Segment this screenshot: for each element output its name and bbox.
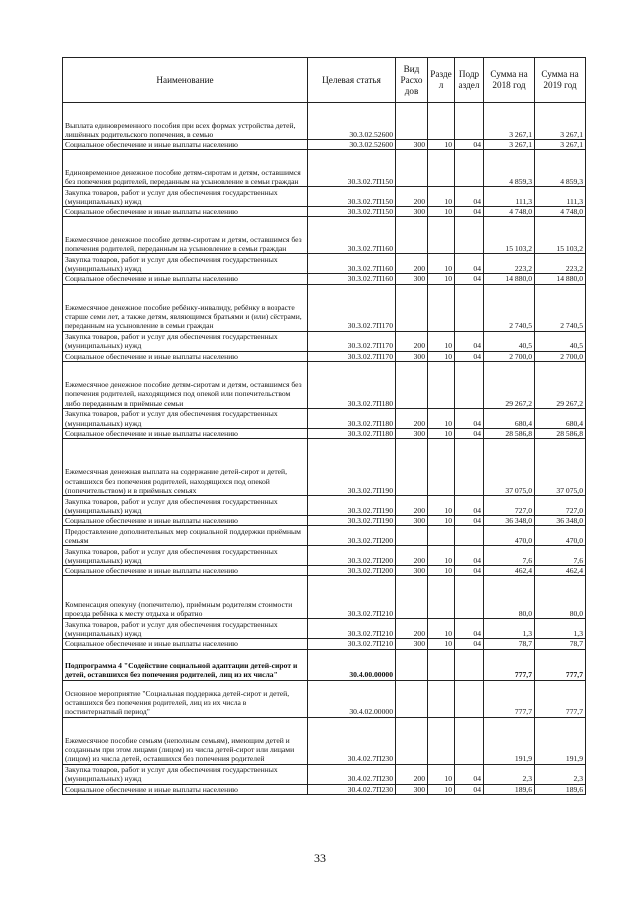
cell-target: 30.3.02.7П160 xyxy=(308,254,396,274)
cell-expense-type: 300 xyxy=(396,428,428,438)
cell-name: Единовременное денежное пособие детям-сиротам и детям, оставшимся без попечения родителей, переданным на усыновление в семьи граждан xyxy=(63,150,308,187)
budget-table xyxy=(62,57,586,795)
cell-name: Закупка товаров, работ и услуг для обеспечения государственных (муниципальных) нужд xyxy=(63,408,308,428)
cell-expense-type: 200 xyxy=(396,619,428,639)
cell-target: 30.4.00.00000 xyxy=(308,649,396,680)
cell-sum-2018: 14 880,0 xyxy=(484,274,535,284)
cell-subsection xyxy=(455,526,484,546)
cell-section: 10 xyxy=(428,207,455,217)
table-row xyxy=(63,103,586,140)
cell-expense-type: 300 xyxy=(396,140,428,150)
cell-subsection: 04 xyxy=(455,764,484,784)
cell-section: 10 xyxy=(428,254,455,274)
cell-sum-2019: 470,0 xyxy=(535,526,586,546)
cell-sum-2019: 191,9 xyxy=(535,717,586,764)
cell-target: 30.3.02.7П180 xyxy=(308,428,396,438)
cell-target: 30.3.02.7П210 xyxy=(308,619,396,639)
cell-expense-type: 200 xyxy=(396,254,428,274)
cell-section: 10 xyxy=(428,408,455,428)
cell-subsection: 04 xyxy=(455,408,484,428)
cell-sum-2018: 2 700,0 xyxy=(484,351,535,361)
cell-section: 10 xyxy=(428,496,455,516)
cell-target: 30.3.02.7П180 xyxy=(308,408,396,428)
cell-name: Социальное обеспечение и иные выплаты населению xyxy=(63,784,308,794)
cell-sum-2019: 3 267,1 xyxy=(535,103,586,140)
cell-sum-2019: 1,3 xyxy=(535,619,586,639)
cell-target: 30.3.02.52600 xyxy=(308,140,396,150)
cell-sum-2019: 680,4 xyxy=(535,408,586,428)
cell-section: 10 xyxy=(428,428,455,438)
cell-name: Ежемесячное денежное пособие детям-сиротам и детям, оставшимся без попечения родителей, переданным на усыновление в семьи граждан xyxy=(63,217,308,254)
cell-name: Ежемесячное пособие семьям (неполным семьям), имеющим детей и созданным при этом лицами (лицом) из числа детей-сирот или лицами (лицом) из числа детей, оставшихся без попечения родителей xyxy=(63,717,308,764)
cell-expense-type: 200 xyxy=(396,764,428,784)
cell-target: 30.3.02.7П200 xyxy=(308,546,396,566)
cell-section: 10 xyxy=(428,274,455,284)
cell-subsection: 04 xyxy=(455,639,484,649)
table-row xyxy=(63,649,586,680)
table-row xyxy=(63,680,586,717)
cell-target: 30.3.02.7П160 xyxy=(308,217,396,254)
cell-subsection xyxy=(455,103,484,140)
cell-subsection: 04 xyxy=(455,254,484,274)
cell-sum-2018: 680,4 xyxy=(484,408,535,428)
cell-expense-type xyxy=(396,649,428,680)
cell-target: 30.3.02.7П200 xyxy=(308,526,396,546)
cell-subsection: 04 xyxy=(455,516,484,526)
cell-subsection: 04 xyxy=(455,566,484,576)
header-section: Разде л xyxy=(428,58,455,103)
cell-sum-2019: 2,3 xyxy=(535,764,586,784)
cell-target: 30.4.02.7П230 xyxy=(308,764,396,784)
cell-name: Социальное обеспечение и иные выплаты населению xyxy=(63,516,308,526)
cell-expense-type: 300 xyxy=(396,351,428,361)
cell-section: 10 xyxy=(428,516,455,526)
table-row xyxy=(63,361,586,408)
cell-target: 30.4.02.7П230 xyxy=(308,717,396,764)
cell-sum-2018: 2,3 xyxy=(484,764,535,784)
cell-name: Закупка товаров, работ и услуг для обеспечения государственных (муниципальных) нужд xyxy=(63,546,308,566)
table-row xyxy=(63,439,586,496)
cell-sum-2018: 4 859,3 xyxy=(484,150,535,187)
cell-section: 10 xyxy=(428,546,455,566)
cell-name: Социальное обеспечение и иные выплаты населению xyxy=(63,351,308,361)
cell-section: 10 xyxy=(428,140,455,150)
table-row xyxy=(63,254,586,274)
cell-subsection xyxy=(455,680,484,717)
table-row xyxy=(63,331,586,351)
cell-sum-2019: 727,0 xyxy=(535,496,586,516)
cell-section xyxy=(428,217,455,254)
table-row xyxy=(63,150,586,187)
cell-name: Выплата единовременного пособия при всех формах устройства детей, лишённых родительского попечения, в семью xyxy=(63,103,308,140)
cell-subsection: 04 xyxy=(455,274,484,284)
cell-subsection xyxy=(455,361,484,408)
cell-sum-2018: 727,0 xyxy=(484,496,535,516)
cell-name: Закупка товаров, работ и услуг для обеспечения государственных (муниципальных) нужд xyxy=(63,619,308,639)
cell-expense-type xyxy=(396,680,428,717)
cell-subsection: 04 xyxy=(455,331,484,351)
cell-subsection: 04 xyxy=(455,619,484,639)
cell-target: 30.3.02.52600 xyxy=(308,103,396,140)
cell-subsection xyxy=(455,717,484,764)
cell-subsection: 04 xyxy=(455,351,484,361)
cell-section: 10 xyxy=(428,566,455,576)
cell-sum-2018: 40,5 xyxy=(484,331,535,351)
cell-subsection xyxy=(455,284,484,331)
cell-section: 10 xyxy=(428,764,455,784)
cell-section: 10 xyxy=(428,187,455,207)
cell-sum-2019: 14 880,0 xyxy=(535,274,586,284)
table-body xyxy=(63,103,586,795)
cell-section xyxy=(428,717,455,764)
cell-expense-type: 300 xyxy=(396,784,428,794)
cell-sum-2019: 4 859,3 xyxy=(535,150,586,187)
cell-name: Закупка товаров, работ и услуг для обеспечения государственных (муниципальных) нужд xyxy=(63,496,308,516)
cell-target: 30.3.02.7П190 xyxy=(308,439,396,496)
cell-subsection: 04 xyxy=(455,496,484,516)
cell-sum-2018: 777,7 xyxy=(484,680,535,717)
cell-sum-2019: 7,6 xyxy=(535,546,586,566)
cell-section xyxy=(428,680,455,717)
page-number: 33 xyxy=(314,851,326,865)
cell-target: 30.3.02.7П180 xyxy=(308,361,396,408)
cell-sum-2019: 111,3 xyxy=(535,187,586,207)
cell-target: 30.3.02.7П210 xyxy=(308,576,396,619)
cell-subsection: 04 xyxy=(455,546,484,566)
cell-target: 30.3.02.7П190 xyxy=(308,496,396,516)
cell-subsection xyxy=(455,576,484,619)
cell-sum-2018: 223,2 xyxy=(484,254,535,274)
cell-expense-type xyxy=(396,150,428,187)
cell-sum-2019: 189,6 xyxy=(535,784,586,794)
cell-sum-2018: 111,3 xyxy=(484,187,535,207)
cell-expense-type: 200 xyxy=(396,187,428,207)
cell-expense-type xyxy=(396,576,428,619)
header-sum-2018: Сумма на 2018 год xyxy=(484,58,535,103)
cell-name: Закупка товаров, работ и услуг для обеспечения государственных (муниципальных) нужд xyxy=(63,254,308,274)
cell-name: Компенсация опекуну (попечителю), приёмным родителям стоимости проезда ребёнка к месту отдыха и обратно xyxy=(63,576,308,619)
cell-sum-2019: 40,5 xyxy=(535,331,586,351)
cell-sum-2019: 37 075,0 xyxy=(535,439,586,496)
cell-section xyxy=(428,361,455,408)
table-row xyxy=(63,546,586,566)
cell-sum-2018: 191,9 xyxy=(484,717,535,764)
cell-section xyxy=(428,649,455,680)
cell-target: 30.3.02.7П200 xyxy=(308,566,396,576)
cell-target: 30.3.02.7П150 xyxy=(308,150,396,187)
table-row xyxy=(63,717,586,764)
cell-subsection xyxy=(455,439,484,496)
table-row xyxy=(63,274,586,284)
cell-sum-2018: 2 740,5 xyxy=(484,284,535,331)
cell-sum-2019: 777,7 xyxy=(535,680,586,717)
cell-subsection: 04 xyxy=(455,428,484,438)
cell-sum-2019: 28 586,8 xyxy=(535,428,586,438)
cell-section: 10 xyxy=(428,351,455,361)
table-row xyxy=(63,140,586,150)
table-row xyxy=(63,351,586,361)
cell-name: Предоставление дополнительных мер социальной поддержки приёмным семьям xyxy=(63,526,308,546)
cell-section: 10 xyxy=(428,784,455,794)
cell-sum-2019: 29 267,2 xyxy=(535,361,586,408)
cell-sum-2018: 4 748,0 xyxy=(484,207,535,217)
table-row xyxy=(63,639,586,649)
cell-section: 10 xyxy=(428,619,455,639)
cell-expense-type: 300 xyxy=(396,516,428,526)
cell-name: Социальное обеспечение и иные выплаты населению xyxy=(63,639,308,649)
cell-section xyxy=(428,150,455,187)
cell-section: 10 xyxy=(428,639,455,649)
cell-section: 10 xyxy=(428,331,455,351)
cell-expense-type: 200 xyxy=(396,496,428,516)
cell-sum-2019: 223,2 xyxy=(535,254,586,274)
cell-sum-2019: 80,0 xyxy=(535,576,586,619)
cell-target: 30.3.02.7П170 xyxy=(308,331,396,351)
table-row xyxy=(63,764,586,784)
cell-name: Ежемесячная денежная выплата на содержание детей-сирот и детей, оставшихся без попечения родителей, находящихся под опекой (попечительством) и в приёмных семьях xyxy=(63,439,308,496)
cell-sum-2018: 1,3 xyxy=(484,619,535,639)
cell-target: 30.3.02.7П150 xyxy=(308,187,396,207)
cell-name: Закупка товаров, работ и услуг для обеспечения государственных (муниципальных) нужд xyxy=(63,331,308,351)
table-row xyxy=(63,526,586,546)
cell-sum-2019: 3 267,1 xyxy=(535,140,586,150)
header-name: Наименование xyxy=(63,58,308,103)
header-subsection: Подр аздел xyxy=(455,58,484,103)
table-row xyxy=(63,217,586,254)
cell-expense-type xyxy=(396,717,428,764)
table-row xyxy=(63,576,586,619)
cell-name: Ежемесячное денежное пособие детям-сиротам и детям, оставшимся без попечения родителей, находящимся под опекой или попечительством либо переданным в приёмные семьи xyxy=(63,361,308,408)
header-expense-type: Вид Расхо дов xyxy=(396,58,428,103)
cell-sum-2018: 7,6 xyxy=(484,546,535,566)
cell-expense-type xyxy=(396,361,428,408)
cell-expense-type xyxy=(396,284,428,331)
cell-expense-type xyxy=(396,103,428,140)
cell-sum-2019: 777,7 xyxy=(535,649,586,680)
cell-subsection: 04 xyxy=(455,207,484,217)
cell-expense-type: 300 xyxy=(396,207,428,217)
cell-section xyxy=(428,284,455,331)
cell-sum-2018: 189,6 xyxy=(484,784,535,794)
cell-subsection xyxy=(455,649,484,680)
cell-sum-2019: 462,4 xyxy=(535,566,586,576)
cell-expense-type xyxy=(396,526,428,546)
cell-name: Основное мероприятие "Социальная поддержка детей-сирот и детей, оставшихся без попечения родителей, лиц из их числа в постинтернатный период" xyxy=(63,680,308,717)
cell-subsection: 04 xyxy=(455,784,484,794)
cell-sum-2019: 36 348,0 xyxy=(535,516,586,526)
cell-subsection xyxy=(455,217,484,254)
cell-sum-2018: 36 348,0 xyxy=(484,516,535,526)
cell-sum-2018: 78,7 xyxy=(484,639,535,649)
cell-sum-2018: 3 267,1 xyxy=(484,103,535,140)
table-row xyxy=(63,408,586,428)
cell-sum-2018: 37 075,0 xyxy=(484,439,535,496)
cell-expense-type: 200 xyxy=(396,408,428,428)
table-row xyxy=(63,784,586,794)
cell-name: Социальное обеспечение и иные выплаты населению xyxy=(63,140,308,150)
cell-sum-2018: 80,0 xyxy=(484,576,535,619)
cell-expense-type: 200 xyxy=(396,546,428,566)
cell-sum-2018: 28 586,8 xyxy=(484,428,535,438)
cell-target: 30.4.02.00000 xyxy=(308,680,396,717)
cell-expense-type: 300 xyxy=(396,274,428,284)
cell-target: 30.3.02.7П150 xyxy=(308,207,396,217)
cell-expense-type: 300 xyxy=(396,566,428,576)
cell-sum-2019: 2 700,0 xyxy=(535,351,586,361)
cell-expense-type xyxy=(396,439,428,496)
cell-target: 30.3.02.7П160 xyxy=(308,274,396,284)
cell-section xyxy=(428,526,455,546)
table-row xyxy=(63,566,586,576)
cell-name: Закупка товаров, работ и услуг для обеспечения государственных (муниципальных) нужд xyxy=(63,187,308,207)
cell-target: 30.4.02.7П230 xyxy=(308,784,396,794)
cell-name: Ежемесячное денежное пособие ребёнку-инвалиду, ребёнку в возрасте старше семи лет, а также детям, являющимся братьями и (или) сёстрами, переданным на усыновление в семьи граждан xyxy=(63,284,308,331)
cell-section xyxy=(428,103,455,140)
cell-name: Социальное обеспечение и иные выплаты населению xyxy=(63,207,308,217)
cell-sum-2018: 470,0 xyxy=(484,526,535,546)
table-row xyxy=(63,207,586,217)
cell-section xyxy=(428,576,455,619)
table-header-row xyxy=(63,58,586,103)
cell-subsection xyxy=(455,150,484,187)
table-row xyxy=(63,516,586,526)
cell-target: 30.3.02.7П170 xyxy=(308,351,396,361)
header-sum-2019: Сумма на 2019 год xyxy=(535,58,586,103)
cell-expense-type xyxy=(396,217,428,254)
cell-subsection: 04 xyxy=(455,187,484,207)
cell-section xyxy=(428,439,455,496)
cell-sum-2018: 462,4 xyxy=(484,566,535,576)
cell-expense-type: 300 xyxy=(396,639,428,649)
cell-name: Социальное обеспечение и иные выплаты населению xyxy=(63,428,308,438)
cell-target: 30.3.02.7П190 xyxy=(308,516,396,526)
cell-sum-2019: 78,7 xyxy=(535,639,586,649)
cell-sum-2019: 2 740,5 xyxy=(535,284,586,331)
budget-table-container xyxy=(62,57,585,795)
cell-sum-2019: 15 103,2 xyxy=(535,217,586,254)
header-target: Целевая статья xyxy=(308,58,396,103)
table-row xyxy=(63,284,586,331)
cell-name: Социальное обеспечение и иные выплаты населению xyxy=(63,566,308,576)
cell-name: Закупка товаров, работ и услуг для обеспечения государственных (муниципальных) нужд xyxy=(63,764,308,784)
cell-sum-2018: 15 103,2 xyxy=(484,217,535,254)
cell-sum-2019: 4 748,0 xyxy=(535,207,586,217)
cell-sum-2018: 3 267,1 xyxy=(484,140,535,150)
cell-subsection: 04 xyxy=(455,140,484,150)
table-row xyxy=(63,187,586,207)
table-row xyxy=(63,619,586,639)
cell-name: Социальное обеспечение и иные выплаты населению xyxy=(63,274,308,284)
table-row xyxy=(63,496,586,516)
cell-target: 30.3.02.7П210 xyxy=(308,639,396,649)
cell-sum-2018: 777,7 xyxy=(484,649,535,680)
cell-target: 30.3.02.7П170 xyxy=(308,284,396,331)
cell-sum-2018: 29 267,2 xyxy=(484,361,535,408)
table-row xyxy=(63,428,586,438)
cell-expense-type: 200 xyxy=(396,331,428,351)
cell-name: Подпрограмма 4 "Содействие социальной адаптации детей-сирот и детей, оставшихся без попечения родителей, лиц из их числа" xyxy=(63,649,308,680)
